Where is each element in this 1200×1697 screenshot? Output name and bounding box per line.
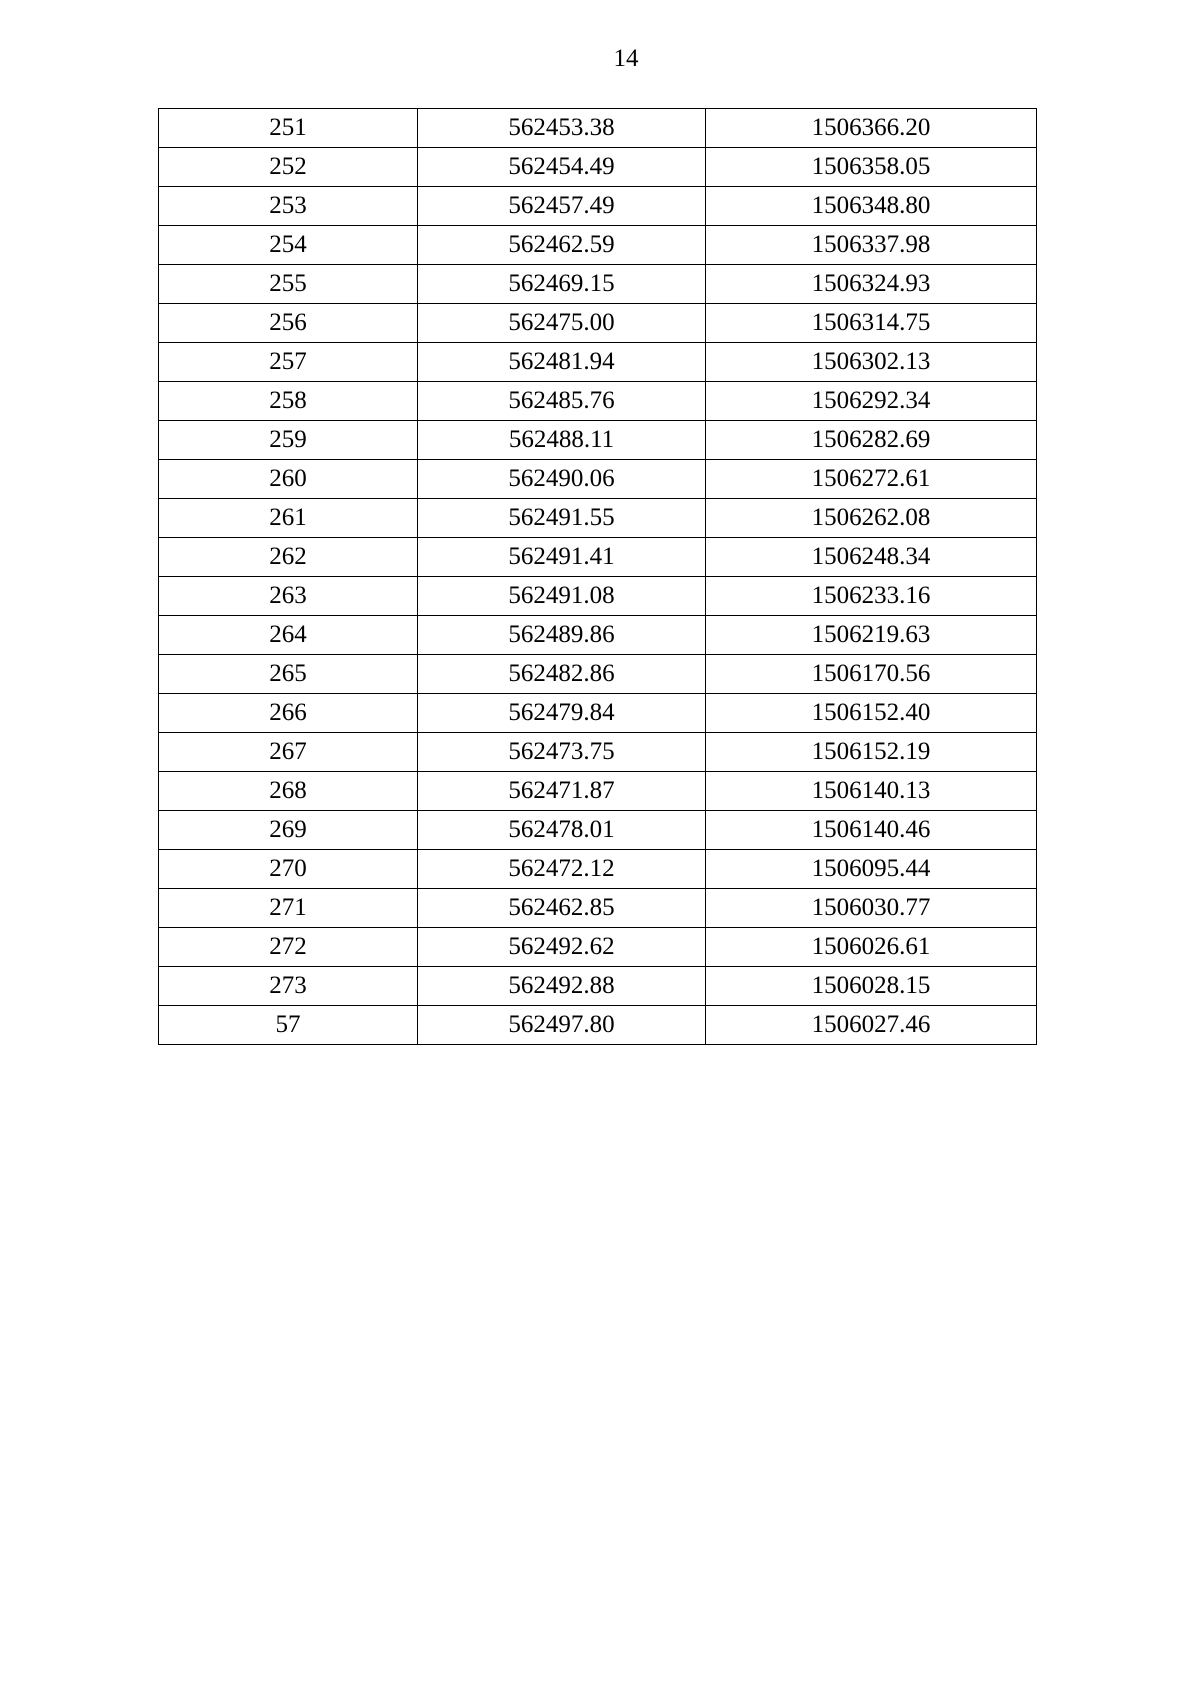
x-coordinate-cell: 562462.59 (418, 226, 706, 265)
x-coordinate-cell: 562492.62 (418, 928, 706, 967)
point-number-cell: 261 (159, 499, 418, 538)
y-coordinate-cell: 1506348.80 (706, 187, 1037, 226)
y-coordinate-cell: 1506095.44 (706, 850, 1037, 889)
y-coordinate-cell: 1506337.98 (706, 226, 1037, 265)
x-coordinate-cell: 562485.76 (418, 382, 706, 421)
y-coordinate-cell: 1506026.61 (706, 928, 1037, 967)
table-row (159, 304, 1037, 343)
point-number-cell: 262 (159, 538, 418, 577)
x-coordinate-cell: 562475.00 (418, 304, 706, 343)
y-coordinate-cell: 1506170.56 (706, 655, 1037, 694)
point-number-cell: 253 (159, 187, 418, 226)
point-number-cell: 251 (159, 109, 418, 148)
point-number-cell: 254 (159, 226, 418, 265)
x-coordinate-cell: 562497.80 (418, 1006, 706, 1045)
point-number-cell: 257 (159, 343, 418, 382)
y-coordinate-cell: 1506366.20 (706, 109, 1037, 148)
y-coordinate-cell: 1506152.40 (706, 694, 1037, 733)
x-coordinate-cell: 562482.86 (418, 655, 706, 694)
y-coordinate-cell: 1506248.34 (706, 538, 1037, 577)
x-coordinate-cell: 562454.49 (418, 148, 706, 187)
point-number-cell: 266 (159, 694, 418, 733)
y-coordinate-cell: 1506028.15 (706, 967, 1037, 1006)
point-number-cell: 271 (159, 889, 418, 928)
point-number-cell: 259 (159, 421, 418, 460)
point-number-cell: 264 (159, 616, 418, 655)
x-coordinate-cell: 562453.38 (418, 109, 706, 148)
y-coordinate-cell: 1506314.75 (706, 304, 1037, 343)
table-row (159, 421, 1037, 460)
x-coordinate-cell: 562489.86 (418, 616, 706, 655)
page-number: 14 (613, 45, 639, 72)
x-coordinate-cell: 562491.08 (418, 577, 706, 616)
table-row (159, 967, 1037, 1006)
x-coordinate-cell: 562491.55 (418, 499, 706, 538)
y-coordinate-cell: 1506324.93 (706, 265, 1037, 304)
point-number-cell: 258 (159, 382, 418, 421)
point-number-cell: 267 (159, 733, 418, 772)
x-coordinate-cell: 562473.75 (418, 733, 706, 772)
y-coordinate-cell: 1506027.46 (706, 1006, 1037, 1045)
y-coordinate-cell: 1506030.77 (706, 889, 1037, 928)
y-coordinate-cell: 1506262.08 (706, 499, 1037, 538)
table-row (159, 538, 1037, 577)
coordinates-table (158, 108, 1037, 1045)
x-coordinate-cell: 562491.41 (418, 538, 706, 577)
x-coordinate-cell: 562457.49 (418, 187, 706, 226)
table-row (159, 109, 1037, 148)
x-coordinate-cell: 562478.01 (418, 811, 706, 850)
point-number-cell: 57 (159, 1006, 418, 1045)
point-number-cell: 268 (159, 772, 418, 811)
point-number-cell: 255 (159, 265, 418, 304)
table-row (159, 499, 1037, 538)
y-coordinate-cell: 1506140.46 (706, 811, 1037, 850)
table-row (159, 850, 1037, 889)
table-row (159, 460, 1037, 499)
y-coordinate-cell: 1506152.19 (706, 733, 1037, 772)
table-row (159, 265, 1037, 304)
x-coordinate-cell: 562488.11 (418, 421, 706, 460)
x-coordinate-cell: 562492.88 (418, 967, 706, 1006)
table-row (159, 148, 1037, 187)
table-row (159, 226, 1037, 265)
y-coordinate-cell: 1506272.61 (706, 460, 1037, 499)
point-number-cell: 270 (159, 850, 418, 889)
table-row (159, 655, 1037, 694)
table-row (159, 187, 1037, 226)
y-coordinate-cell: 1506292.34 (706, 382, 1037, 421)
table-row (159, 733, 1037, 772)
point-number-cell: 272 (159, 928, 418, 967)
table-row (159, 1006, 1037, 1045)
y-coordinate-cell: 1506358.05 (706, 148, 1037, 187)
table-row (159, 382, 1037, 421)
table-row (159, 928, 1037, 967)
y-coordinate-cell: 1506302.13 (706, 343, 1037, 382)
x-coordinate-cell: 562469.15 (418, 265, 706, 304)
point-number-cell: 269 (159, 811, 418, 850)
x-coordinate-cell: 562479.84 (418, 694, 706, 733)
x-coordinate-cell: 562462.85 (418, 889, 706, 928)
table-row (159, 694, 1037, 733)
point-number-cell: 256 (159, 304, 418, 343)
x-coordinate-cell: 562472.12 (418, 850, 706, 889)
table-row (159, 616, 1037, 655)
x-coordinate-cell: 562471.87 (418, 772, 706, 811)
y-coordinate-cell: 1506282.69 (706, 421, 1037, 460)
point-number-cell: 273 (159, 967, 418, 1006)
point-number-cell: 252 (159, 148, 418, 187)
y-coordinate-cell: 1506219.63 (706, 616, 1037, 655)
table-row (159, 577, 1037, 616)
table-row (159, 889, 1037, 928)
x-coordinate-cell: 562481.94 (418, 343, 706, 382)
y-coordinate-cell: 1506140.13 (706, 772, 1037, 811)
y-coordinate-cell: 1506233.16 (706, 577, 1037, 616)
point-number-cell: 260 (159, 460, 418, 499)
point-number-cell: 265 (159, 655, 418, 694)
table-row (159, 772, 1037, 811)
coordinates-table-body (159, 109, 1037, 1045)
table-row (159, 811, 1037, 850)
table-row (159, 343, 1037, 382)
x-coordinate-cell: 562490.06 (418, 460, 706, 499)
point-number-cell: 263 (159, 577, 418, 616)
